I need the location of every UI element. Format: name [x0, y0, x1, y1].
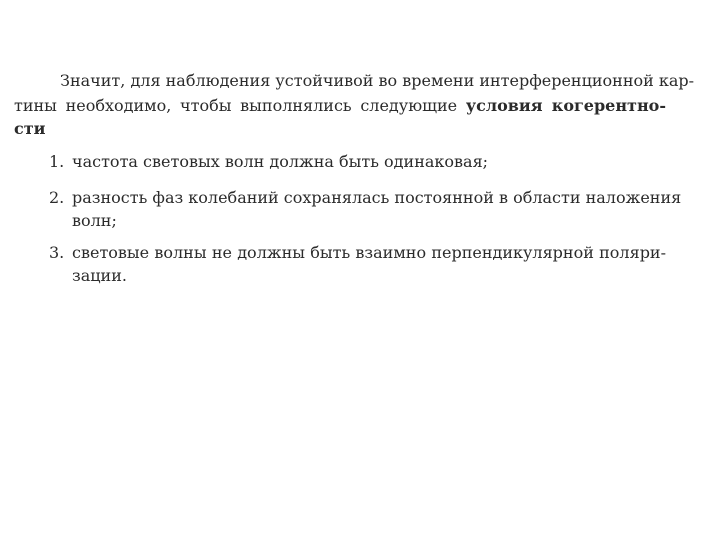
intro-line-3: сти	[14, 119, 46, 138]
intro-line-2	[14, 94, 666, 117]
list-item-3-line-1: световые волны не должны быть взаимно перпендикулярной поляри-	[72, 243, 666, 262]
intro-line-2-text: тины необходимо, чтобы выполнялись следующие	[14, 96, 466, 115]
list-item-1-number: 1.	[49, 152, 65, 171]
list-item-2-number: 2.	[49, 188, 65, 207]
list-item-3-number: 3.	[49, 243, 65, 262]
coherence-conditions-term: условия когерентно-	[465, 96, 666, 115]
list-item-2-line-1: разность фаз колебаний сохранялась постоянной в области наложения	[72, 188, 682, 207]
list-item-3-line-2: зации.	[72, 266, 127, 285]
intro-line-1: Значит, для наблюдения устойчивой во времени интерференционной кар-	[60, 71, 695, 90]
list-item-1-line-1: частота световых волн должна быть одинаковая;	[72, 152, 489, 171]
list-item-2-line-2: волн;	[72, 211, 117, 230]
